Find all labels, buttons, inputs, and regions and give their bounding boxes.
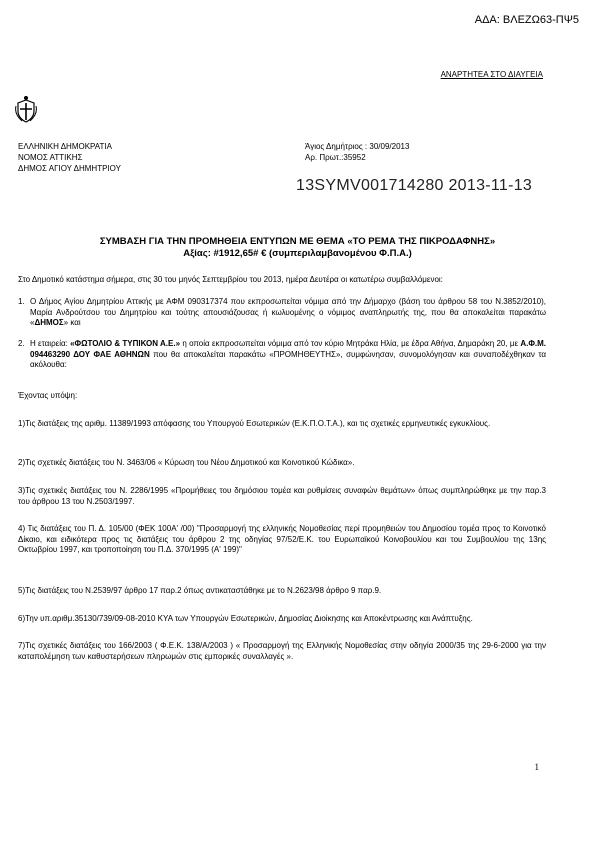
- party-number: 1.: [18, 297, 25, 306]
- page-number: 1: [534, 762, 539, 772]
- clause-2: 2)Τις σχετικές διατάξεις του Ν. 3463/06 « Κύρωση του Νέου Δημοτικού και Κοινοτικού Κώδικα».: [18, 458, 355, 467]
- intro-paragraph: Στο Δημοτικό κατάστημα σήμερα, στις 30 του μηνός Σεπτεμβρίου του 2013, ημέρα Δευτέρα οι κατωτέρω συμβαλλόμενοι:: [18, 275, 443, 284]
- org-line-3: ΔΗΜΟΣ ΑΓΙΟΥ ΔΗΜΗΤΡΙΟΥ: [18, 164, 121, 173]
- organization-header: [18, 141, 121, 174]
- org-line-1: ΕΛΛΗΝΙΚΗ ΔΗΜΟΚΡΑΤΙΑ: [18, 142, 112, 151]
- party-pre: Η εταιρεία:: [30, 339, 71, 348]
- protocol-number: Αρ. Πρωτ.:35952: [305, 153, 366, 162]
- company-name: «ΦΩΤΟΛΙΟ & ΤΥΠΙΚΟΝ Α.Ε.»: [70, 339, 181, 348]
- date-line: Άγιος Δημήτριος : 30/09/2013: [305, 142, 410, 151]
- party-item-1: [18, 297, 546, 329]
- party-number: 2.: [18, 339, 25, 348]
- clause-1: 1)Τις διατάξεις της αριθμ. 11389/1993 απόφασης του Υπουργού Εσωτερικών (Ε.Κ.Π.Ο.Τ.Α.), και τις σχετικές ερμηνευτικές εγκυκλίους.: [18, 419, 491, 428]
- party-tail: που θα αποκαλείται παρακάτω «ΠΡΟΜΗΘΕΥΤΗΣ», συμφώνησαν, συνομολόγησαν και συναποδέχθηκαν τα ακόλουθα:: [30, 349, 546, 369]
- title-line-2: Αξίας: #1912,65# € (συμπεριλαμβανομένου Φ.Π.Α.): [183, 248, 412, 259]
- clause-5: 5)Τις διατάξεις του Ν.2539/97 άρθρο 17 παρ.2 όπως αντικαταστάθηκε με το Ν.2623/98 άρθρο 9 παρ.9.: [18, 586, 382, 595]
- org-line-2: ΝΟΜΟΣ ΑΤΤΙΚΗΣ: [18, 153, 83, 162]
- title-line-1: ΣΥΜΒΑΣΗ ΓΙΑ ΤΗΝ ΠΡΟΜΗΘΕΙΑ ΕΝΤΥΠΩΝ ΜΕ ΘΕΜΑ «ΤΟ ΡΕΜΑ ΤΗΣ ΠΙΚΡΟΔΑΦΝΗΣ»: [99, 236, 496, 247]
- party-text: Ο Δήμος Αγίου Δημητρίου Αττικής με ΑΦΜ 090317374 που εκπροσωπείται νόμιμα από την Δήμαρχο (βάση του άρθρου 58 του Ν.3852/2010), Μαρία Ανδρούτσου του Δημητρίου και τούτης απουσιάζουσας ή κωλυομένης ο νόμιμος αναπληρωτής της, που θα αποκαλείται παρακάτω «: [30, 297, 546, 327]
- date-protocol-block: [305, 141, 409, 163]
- ada-code: ΑΔΑ: ΒΛΕΖΩ63-ΠΨ5: [474, 14, 579, 26]
- party-mid: η οποία εκπροσωπείται νόμιμα από τον κύριο Μητράκα Ηλία, με έδρα Αθήνα, Δημαράκη 20, με: [180, 339, 521, 348]
- clause-7: 7)Τις σχετικές διατάξεις του 166/2003 ( Φ.Ε.Κ. 138/Α/2003 ) « Προσαρμογή της Ελληνικής Νομοθεσίας στην οδηγία 2000/35 της 29-6-2000 για την καταπολέμηση των καθυστερήσεων πληρωμών στις εμπορικές συναλλαγές ».: [18, 641, 546, 661]
- company-tax-id: Α.Φ.Μ. 094463290 ΔΟΥ ΦΑΕ ΑΘΗΝΩΝ: [30, 339, 546, 359]
- party-bold: ΔΗΜΟΣ: [34, 318, 64, 327]
- publication-note: ΑΝΑΡΤΗΤΕΑ ΣΤΟ ΔΙΑΥΓΕΙΑ: [440, 70, 543, 79]
- clause-6: 6)Την υπ.αριθμ.35130/739/09-08-2010 ΚΥΑ των Υπουργών Εσωτερικών, Δημοσίας Διοίκησης και Αποκέντρωσης και Ανάπτυξης.: [18, 614, 473, 623]
- considering-heading: Έχοντας υπόψη:: [18, 391, 78, 400]
- greek-coat-of-arms-icon: [14, 94, 38, 124]
- clause-3: 3)Τις σχετικές διατάξεις του Ν. 2286/1995 «Προμήθειες του δημόσιου τομέα και ρυθμίσεις συναφών θεμάτων» όπως συμπληρώθηκε με την παρ.3 του άρθρου 13 του Ν.2503/1997.: [18, 486, 546, 506]
- document-code: 13SYMV001714280 2013-11-13: [296, 177, 533, 194]
- party-item-2: [18, 339, 546, 371]
- party-tail: » και: [63, 318, 81, 327]
- document-title: [0, 236, 595, 260]
- clause-4: 4) Τις διατάξεις του Π. Δ. 105/00 (ΦΕΚ 100Α' /00) "Προσαρμογή της ελληνικής Νομοθεσίας περί προμηθειών του Δημοσίου τομέα προς το Κοινοτικό Δίκαιο, και ειδικότερα προς τις διατάξεις του άρθρου 2 της οδηγίας 97/52/Ε.Κ. του Ευρωπαϊκού Κοινοβουλίου και του Συμβουλίου της 13ης Οκτωβρίου 1997, και τροποποίηση του Π.Δ. 370/1995 (Α' 199)": [18, 524, 546, 554]
